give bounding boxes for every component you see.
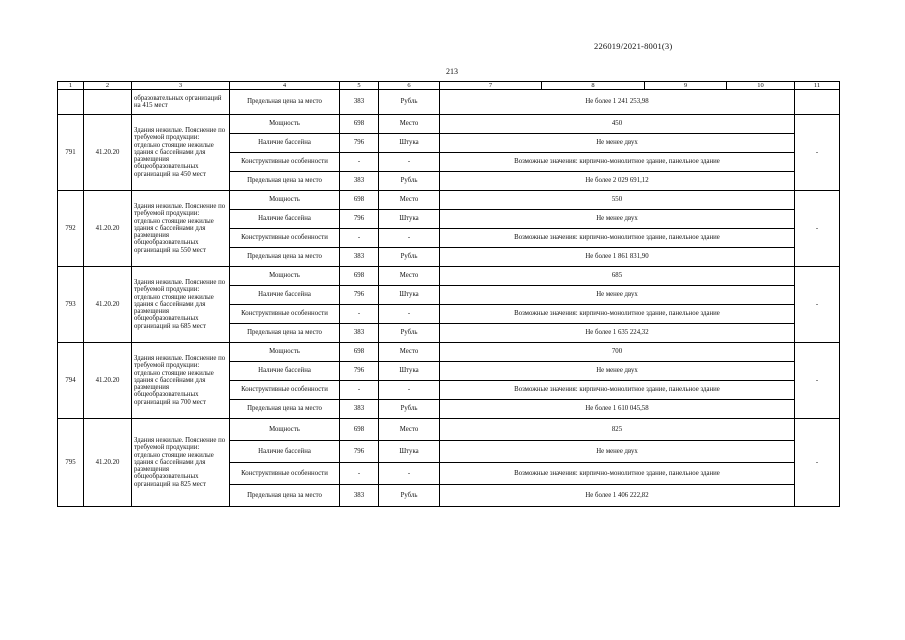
- col-header: 9: [645, 82, 727, 90]
- unit-cell: Штука: [379, 134, 440, 153]
- unit-cell: Место: [379, 115, 440, 134]
- value-cell: Не менее двух: [440, 362, 795, 381]
- okei-code-cell: 383: [340, 172, 379, 191]
- characteristic-cell: Наличие бассейна: [230, 441, 340, 463]
- value-cell: Не менее двух: [440, 286, 795, 305]
- value-cell: Возможные значения: кирпично-монолитное здание, панельное здание: [440, 305, 795, 324]
- value-cell: Не менее двух: [440, 210, 795, 229]
- document-number: 226019/2021-8001(3): [594, 41, 673, 51]
- unit-cell: -: [379, 153, 440, 172]
- okpd-cell: 41.20.20: [84, 191, 132, 267]
- product-row: [58, 191, 840, 210]
- product-name-cell: образовательных организаций на 415 мест: [132, 90, 230, 115]
- characteristic-cell: Мощность: [230, 343, 340, 362]
- row-number-cell: 795: [58, 419, 84, 507]
- unit-cell: Место: [379, 267, 440, 286]
- characteristic-cell: Наличие бассейна: [230, 210, 340, 229]
- okei-code-cell: 796: [340, 362, 379, 381]
- okei-code-cell: -: [340, 153, 379, 172]
- okei-code-cell: 383: [340, 485, 379, 507]
- characteristic-cell: Предельная цена за место: [230, 172, 340, 191]
- okei-code-cell: 698: [340, 267, 379, 286]
- page-number: 213: [446, 67, 458, 76]
- characteristic-cell: Мощность: [230, 191, 340, 210]
- product-row: [58, 267, 840, 286]
- okei-code-cell: -: [340, 463, 379, 485]
- column-number-row: [58, 82, 840, 90]
- okpd-cell: 41.20.20: [84, 267, 132, 343]
- value-cell: 700: [440, 343, 795, 362]
- value-cell: Не более 1 406 222,82: [440, 485, 795, 507]
- extra-cell: -: [795, 419, 840, 507]
- okei-code-cell: 796: [340, 441, 379, 463]
- unit-cell: Место: [379, 191, 440, 210]
- col-header: 6: [379, 82, 440, 90]
- col-header: 3: [132, 82, 230, 90]
- unit-cell: Место: [379, 419, 440, 441]
- value-cell: Не более 1 861 831,90: [440, 248, 795, 267]
- characteristic-cell: Мощность: [230, 267, 340, 286]
- table-body: [58, 82, 840, 507]
- product-name-cell: Здания нежилые. Пояснение по требуемой продукции: отдельно стоящие нежилые здания с бассейнами для размещения общеобразовательных организаций на 550 мест: [132, 191, 230, 267]
- characteristic-cell: Мощность: [230, 115, 340, 134]
- extra-cell: -: [795, 191, 840, 267]
- value-cell: 825: [440, 419, 795, 441]
- characteristic-cell: Предельная цена за место: [230, 248, 340, 267]
- row-number-cell: [58, 90, 84, 115]
- row-number-cell: 792: [58, 191, 84, 267]
- extra-cell: [795, 90, 840, 115]
- unit-cell: Штука: [379, 441, 440, 463]
- value-cell: 685: [440, 267, 795, 286]
- characteristic-cell: Мощность: [230, 419, 340, 441]
- extra-cell: -: [795, 115, 840, 191]
- okei-code-cell: 383: [340, 90, 379, 115]
- col-header: 4: [230, 82, 340, 90]
- value-cell: Не менее двух: [440, 441, 795, 463]
- unit-cell: Место: [379, 343, 440, 362]
- col-header: 2: [84, 82, 132, 90]
- unit-cell: Штука: [379, 210, 440, 229]
- value-cell: Не более 1 635 224,32: [440, 324, 795, 343]
- products-table: [57, 81, 840, 507]
- product-row: [58, 115, 840, 134]
- value-cell: Возможные значения: кирпично-монолитное здание, панельное здание: [440, 463, 795, 485]
- value-cell: 550: [440, 191, 795, 210]
- unit-cell: Штука: [379, 286, 440, 305]
- row-number-cell: 791: [58, 115, 84, 191]
- okpd-cell: [84, 90, 132, 115]
- value-cell: 450: [440, 115, 795, 134]
- characteristic-cell: Предельная цена за место: [230, 485, 340, 507]
- col-header: 11: [795, 82, 840, 90]
- unit-cell: -: [379, 463, 440, 485]
- product-row: [58, 419, 840, 441]
- value-cell: Возможные значения: кирпично-монолитное здание, панельное здание: [440, 381, 795, 400]
- product-name-cell: Здания нежилые. Пояснение по требуемой продукции: отдельно стоящие нежилые здания с бассейнами для размещения общеобразовательных организаций на 450 мест: [132, 115, 230, 191]
- characteristic-cell: Конструктивные особенности: [230, 463, 340, 485]
- characteristic-cell: Конструктивные особенности: [230, 153, 340, 172]
- characteristic-cell: Конструктивные особенности: [230, 381, 340, 400]
- product-name-cell: Здания нежилые. Пояснение по требуемой продукции: отдельно стоящие нежилые здания с бассейнами для размещения общеобразовательных организаций на 825 мест: [132, 419, 230, 507]
- extra-cell: -: [795, 267, 840, 343]
- okei-code-cell: -: [340, 381, 379, 400]
- value-cell: Не более 1 610 045,58: [440, 400, 795, 419]
- unit-cell: Рубль: [379, 172, 440, 191]
- row-number-cell: 794: [58, 343, 84, 419]
- characteristic-cell: Конструктивные особенности: [230, 305, 340, 324]
- unit-cell: Штука: [379, 362, 440, 381]
- col-header: 7: [440, 82, 542, 90]
- row-number-cell: 793: [58, 267, 84, 343]
- col-header: 1: [58, 82, 84, 90]
- characteristic-cell: Предельная цена за место: [230, 324, 340, 343]
- okei-code-cell: 698: [340, 191, 379, 210]
- extra-cell: -: [795, 343, 840, 419]
- okei-code-cell: 796: [340, 210, 379, 229]
- characteristic-cell: Предельная цена за место: [230, 400, 340, 419]
- unit-cell: -: [379, 305, 440, 324]
- characteristic-cell: Наличие бассейна: [230, 286, 340, 305]
- okei-code-cell: 698: [340, 115, 379, 134]
- okei-code-cell: 698: [340, 343, 379, 362]
- value-cell: Не менее двух: [440, 134, 795, 153]
- okei-code-cell: -: [340, 229, 379, 248]
- okei-code-cell: -: [340, 305, 379, 324]
- characteristic-cell: Наличие бассейна: [230, 134, 340, 153]
- continuation-row: [58, 90, 840, 115]
- product-row: [58, 343, 840, 362]
- value-cell: Не более 1 241 253,98: [440, 90, 795, 115]
- col-header: 10: [727, 82, 795, 90]
- value-cell: Не более 2 029 691,12: [440, 172, 795, 191]
- product-name-cell: Здания нежилые. Пояснение по требуемой продукции: отдельно стоящие нежилые здания с бассейнами для размещения общеобразовательных организаций на 685 мест: [132, 267, 230, 343]
- unit-cell: -: [379, 381, 440, 400]
- okpd-cell: 41.20.20: [84, 343, 132, 419]
- okei-code-cell: 383: [340, 248, 379, 267]
- okpd-cell: 41.20.20: [84, 419, 132, 507]
- okei-code-cell: 383: [340, 400, 379, 419]
- unit-cell: Рубль: [379, 485, 440, 507]
- characteristic-cell: Конструктивные особенности: [230, 229, 340, 248]
- okei-code-cell: 698: [340, 419, 379, 441]
- okpd-cell: 41.20.20: [84, 115, 132, 191]
- unit-cell: Рубль: [379, 90, 440, 115]
- col-header: 8: [542, 82, 645, 90]
- unit-cell: Рубль: [379, 248, 440, 267]
- value-cell: Возможные значения: кирпично-монолитное здание, панельное здание: [440, 229, 795, 248]
- characteristic-cell: Предельная цена за место: [230, 90, 340, 115]
- unit-cell: -: [379, 229, 440, 248]
- col-header: 5: [340, 82, 379, 90]
- product-name-cell: Здания нежилые. Пояснение по требуемой продукции: отдельно стоящие нежилые здания с бассейнами для размещения общеобразовательных организаций на 700 мест: [132, 343, 230, 419]
- unit-cell: Рубль: [379, 400, 440, 419]
- okei-code-cell: 383: [340, 324, 379, 343]
- characteristic-cell: Наличие бассейна: [230, 362, 340, 381]
- value-cell: Возможные значения: кирпично-монолитное здание, панельное здание: [440, 153, 795, 172]
- okei-code-cell: 796: [340, 286, 379, 305]
- unit-cell: Рубль: [379, 324, 440, 343]
- okei-code-cell: 796: [340, 134, 379, 153]
